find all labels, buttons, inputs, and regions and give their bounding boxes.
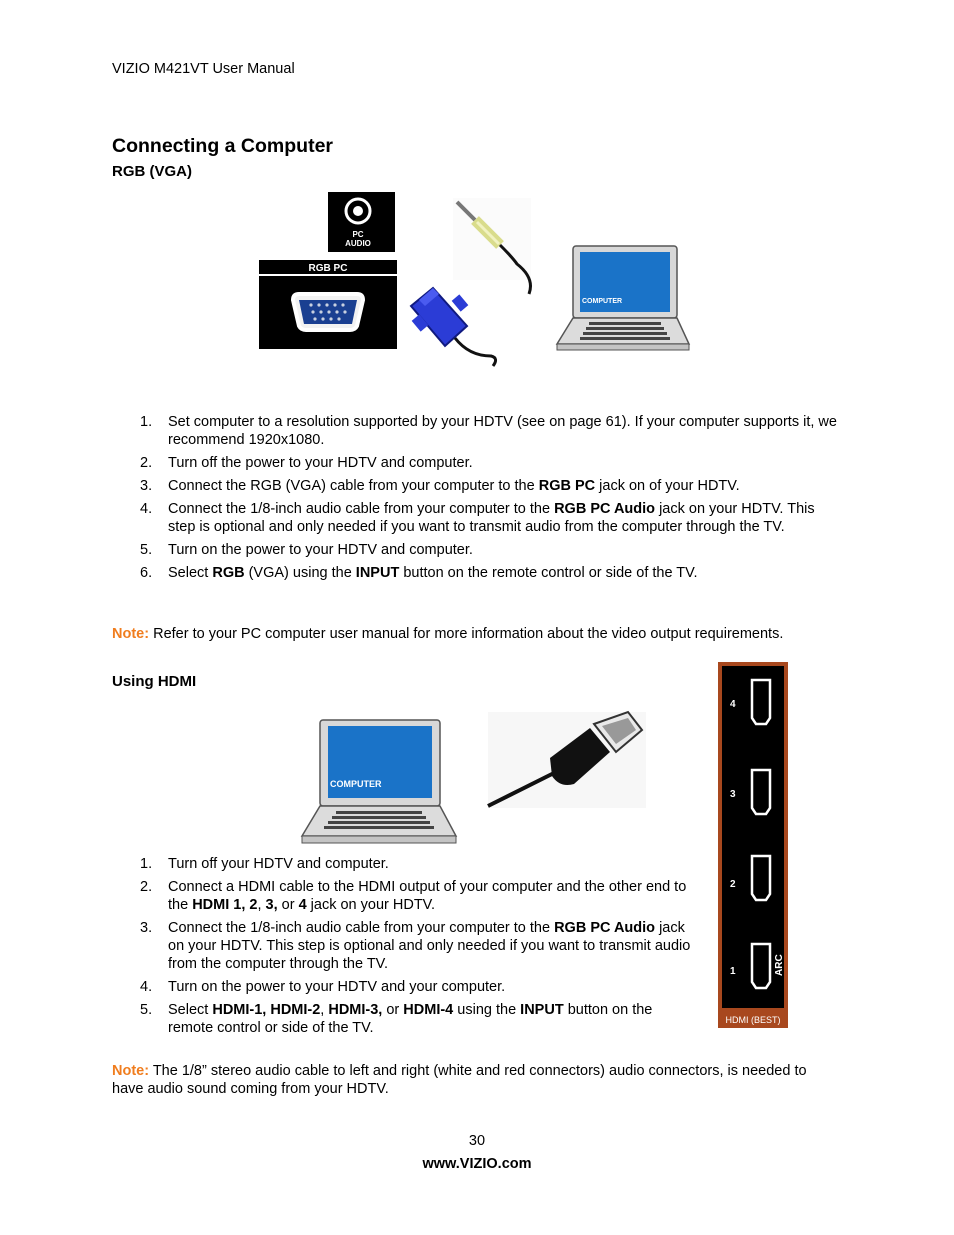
step-text-bold: HDMI-3, — [328, 1002, 383, 1018]
step-text — [168, 501, 815, 535]
port-number: 3 — [730, 789, 736, 800]
step-text-bold: HDMI-1, HDMI-2 — [212, 1002, 321, 1018]
list-item — [112, 919, 697, 973]
step-text-part: Set computer to a resolution supported by your HDTV (see on page 61). If your computer supports it, we recommend 1920x1080. — [168, 414, 837, 448]
step-text-bold: 4 — [298, 897, 307, 913]
step-number: 5. — [140, 542, 153, 558]
hdmi-cable-icon — [488, 712, 646, 808]
step-text-part: button on the remote control or side of the TV. — [399, 565, 698, 581]
port-number: 2 — [730, 879, 736, 890]
rgb-connection-figure — [255, 188, 695, 370]
step-text-part: or — [277, 897, 299, 913]
note-label: Note: — [112, 626, 150, 642]
step-text-part: or — [382, 1002, 404, 1018]
step-number: 3. — [140, 920, 153, 936]
step-text: Turn on the power to your HDTV and your computer. — [168, 979, 506, 995]
step-text — [168, 1002, 652, 1036]
step-text-part: (VGA) using the — [244, 565, 356, 581]
step-text-part: jack on your HDTV. This step is optional and only needed if you want to transmit audio from the computer through the TV. — [168, 501, 815, 535]
rgb-pc-label: RGB PC — [308, 263, 348, 274]
step-text-part: jack on your HDTV. This step is optional and only needed if you want to transmit audio from the computer through the TV. — [168, 920, 691, 972]
step-text-bold: RGB PC Audio — [554, 501, 656, 517]
step-text-bold: INPUT — [355, 565, 400, 581]
list-item — [112, 878, 697, 914]
step-text-part: using the — [453, 1002, 521, 1018]
hdmi-subtitle: Using HDMI — [112, 673, 197, 690]
page-number: 30 — [468, 1133, 486, 1149]
step-number: 2. — [140, 455, 153, 471]
panel-footer-label: HDMI (BEST) — [725, 1015, 781, 1025]
pc-audio-jack-icon — [328, 192, 395, 252]
step-text: Turn off the power to your HDTV and computer. — [168, 455, 473, 471]
step-number: 4. — [140, 979, 153, 995]
step-text — [168, 879, 686, 913]
step-text-part: Connect the RGB (VGA) cable from your computer to the — [168, 478, 539, 494]
step-text-part: Select — [168, 1002, 213, 1018]
pc-audio-label-1: PC — [352, 230, 364, 239]
rgb-steps-list — [112, 413, 842, 587]
list-item — [112, 978, 697, 996]
list-item — [112, 1001, 697, 1037]
port-number: 1 — [730, 966, 736, 977]
computer-laptop-icon — [302, 720, 456, 843]
step-text: Turn on the power to your HDTV and computer. — [168, 542, 473, 558]
step-text — [168, 414, 837, 448]
step-number: 4. — [140, 501, 153, 517]
rgb-subtitle: RGB (VGA) — [112, 163, 192, 180]
list-item — [112, 564, 842, 582]
step-text-part: , — [320, 1002, 329, 1018]
computer-laptop-icon — [557, 246, 689, 350]
step-number: 1. — [140, 856, 153, 872]
step-number: 6. — [140, 565, 153, 581]
list-item — [112, 413, 842, 449]
section-title: Connecting a Computer — [112, 135, 334, 157]
step-text-part: , — [257, 897, 266, 913]
step-text — [168, 565, 698, 581]
step-text-part: jack on your HDTV. — [306, 897, 436, 913]
note-video-output — [112, 625, 852, 643]
manual-header: VIZIO M421VT User Manual — [112, 61, 295, 77]
note-audio-cable — [112, 1062, 812, 1098]
hdmi-computer-label: COMPUTER — [330, 779, 382, 789]
step-text — [168, 920, 690, 972]
arc-label: ARC — [774, 954, 785, 976]
step-number: 5. — [140, 1002, 153, 1018]
step-text-bold: HDMI-4 — [403, 1002, 454, 1018]
step-text-bold: RGB PC Audio — [554, 920, 656, 936]
step-text-part: Connect a HDMI cable to the HDMI output of your computer and the other end to the — [168, 879, 687, 913]
step-text-part: button on the remote control or side of the TV. — [168, 1002, 653, 1036]
list-item — [112, 855, 697, 873]
step-text-bold: HDMI 1, 2 — [192, 897, 258, 913]
rgb-pc-port-icon — [259, 260, 397, 349]
step-text-bold: INPUT — [520, 1002, 564, 1018]
computer-label: COMPUTER — [582, 298, 623, 305]
note-text: The 1/8” stereo audio cable to left and right (white and red connectors) audio connectors, is needed to have audio sound coming from your HDTV. — [112, 1063, 807, 1097]
step-text-part: Connect the 1/8-inch audio cable from your computer to the — [168, 920, 555, 936]
website-link[interactable]: www.VIZIO.com — [422, 1156, 532, 1172]
step-text — [168, 478, 740, 494]
list-item — [112, 541, 842, 559]
list-item — [112, 477, 842, 495]
step-text-bold: 3, — [265, 897, 278, 913]
step-text: Turn off your HDTV and computer. — [168, 856, 389, 872]
hdmi-steps-list — [112, 855, 697, 1042]
step-number: 2. — [140, 879, 153, 895]
hdmi-connection-figure — [298, 710, 650, 846]
step-text-part: Select — [168, 565, 213, 581]
audio-cable-icon — [453, 198, 531, 294]
step-text-bold: RGB — [212, 565, 245, 581]
step-number: 3. — [140, 478, 153, 494]
hdmi-side-panel — [718, 662, 788, 1028]
list-item — [112, 500, 842, 536]
vga-cable-icon — [411, 288, 496, 366]
pc-audio-label-2: AUDIO — [345, 239, 371, 248]
note-text: Refer to your PC computer user manual for more information about the video output requirements. — [149, 626, 784, 642]
step-number: 1. — [140, 414, 153, 430]
step-text-bold: RGB PC — [538, 478, 596, 494]
step-text-part: jack on of your HDTV. — [595, 478, 740, 494]
port-number: 4 — [730, 699, 736, 710]
list-item — [112, 454, 842, 472]
note-label: Note: — [112, 1063, 150, 1079]
step-text-part: Connect the 1/8-inch audio cable from your computer to the — [168, 501, 555, 517]
